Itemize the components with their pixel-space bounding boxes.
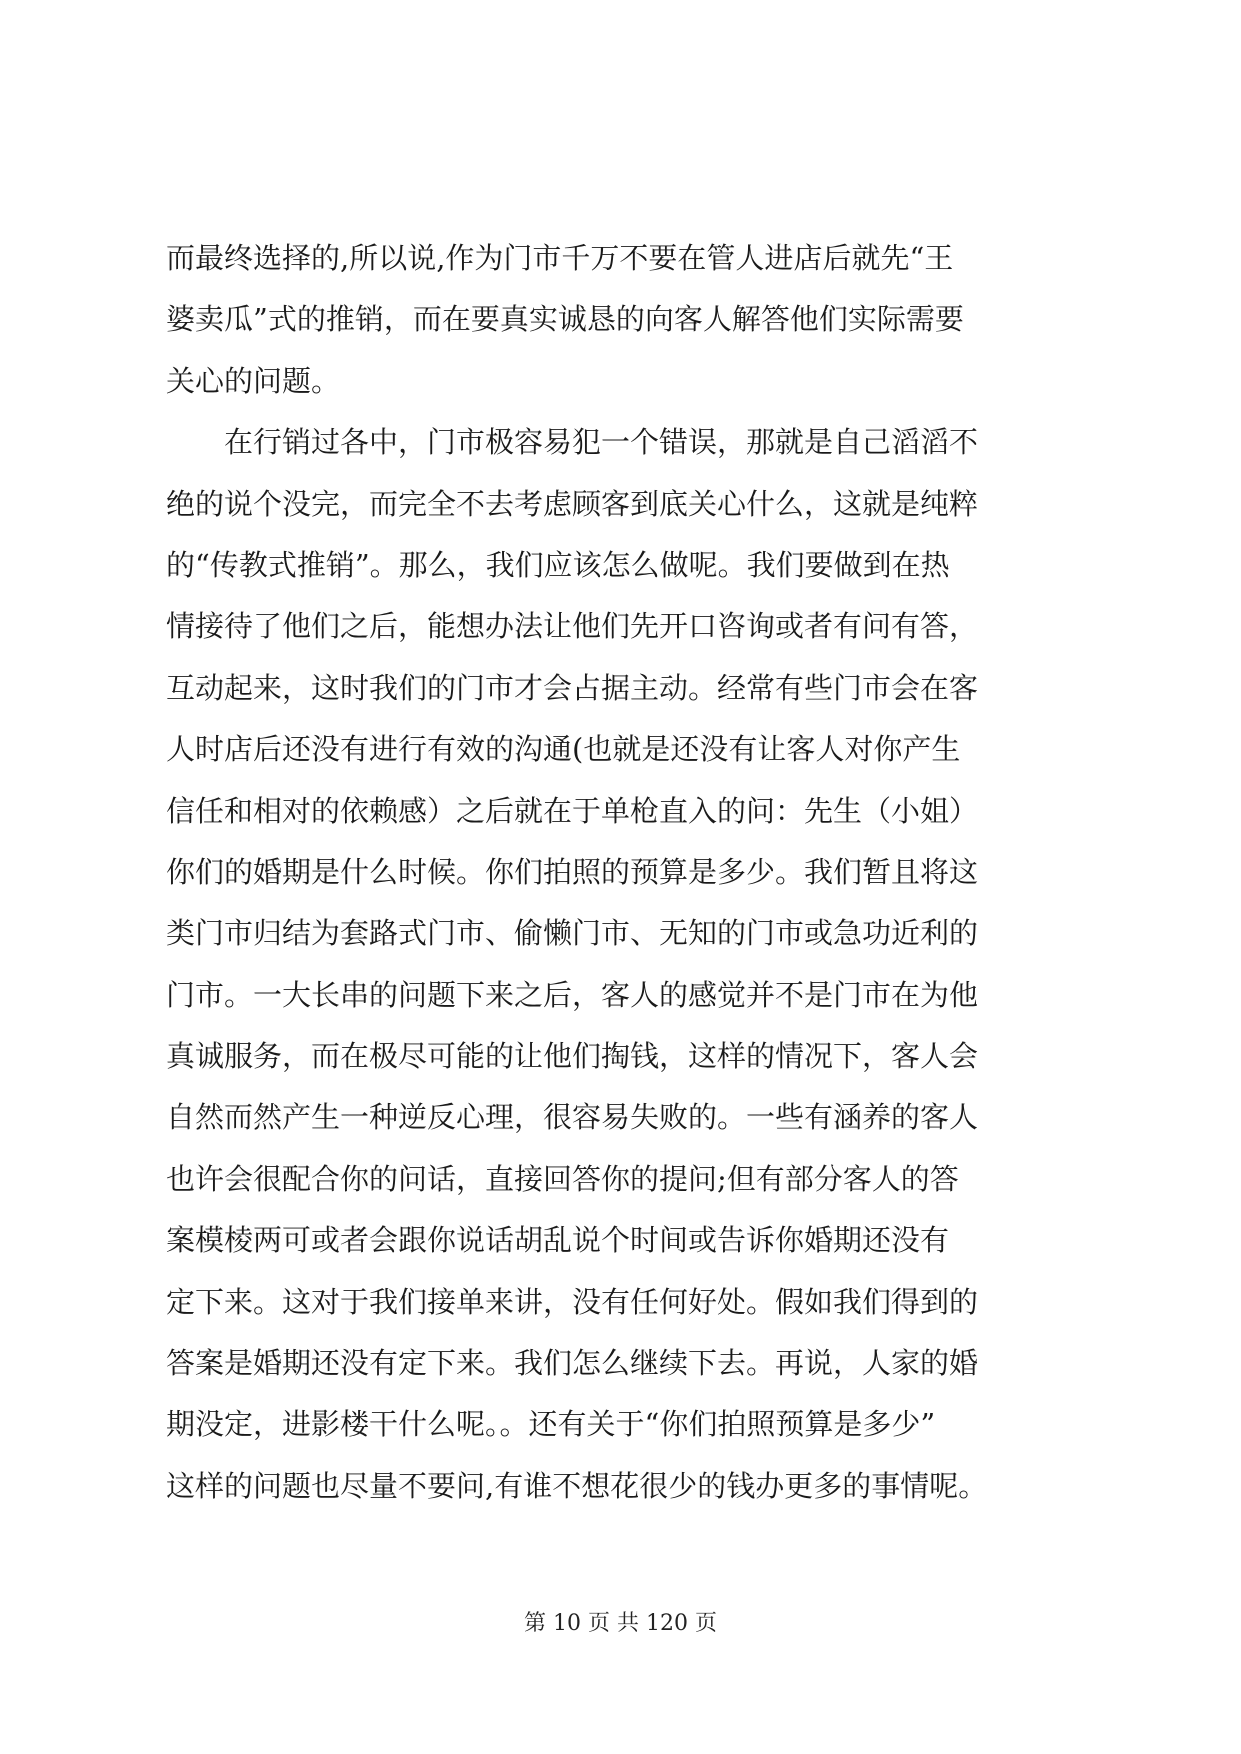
text-line: 绝的说个没完，而完全不去考虑顾客到底关心什么，这就是纯粹	[166, 486, 979, 521]
text-line: 这样的问题也尽量不要问,有谁不想花很少的钱办更多的事情呢。	[166, 1468, 988, 1503]
body-text	[166, 228, 1086, 1517]
page-number-footer: 第 10 页 共 120 页	[524, 1611, 717, 1636]
text-line: 也许会很配合你的问话，直接回答你的提问;但有部分客人的答	[166, 1161, 959, 1196]
text-line: 信任和相对的依赖感）之后就在于单枪直入的问：先生（小姐）	[166, 793, 979, 828]
text-line: 关心的问题。	[166, 363, 341, 398]
text-line: 的“传教式推销”。那么，我们应该怎么做呢。我们要做到在热	[166, 547, 950, 582]
text-line: 而最终选择的,所以说,作为门市千万不要在管人进店后就先“王	[166, 241, 954, 275]
text-line: 婆卖瓜”式的推销，而在要真实诚恳的向客人解答他们实际需要	[166, 302, 964, 337]
text-line: 期没定，进影楼干什么呢。。还有关于“你们拍照预算是多少”	[166, 1407, 936, 1442]
text-line: 门市。一大长串的问题下来之后，客人的感觉并不是门市在为他	[166, 977, 979, 1012]
text-line: 案模棱两可或者会跟你说话胡乱说个时间或告诉你婚期还没有	[166, 1223, 950, 1258]
text-line: 你们的婚期是什么时候。你们拍照的预算是多少。我们暂且将这	[166, 854, 979, 889]
text-line: 定下来。这对于我们接单来讲，没有任何好处。假如我们得到的	[166, 1284, 979, 1319]
text-line: 在行销过各中，门市极容易犯一个错误，那就是自己滔滔不	[166, 425, 979, 460]
text-line: 答案是婚期还没有定下来。我们怎么继续下去。再说，人家的婚	[166, 1346, 979, 1381]
text-line: 真诚服务，而在极尽可能的让他们掏钱，这样的情况下，客人会	[166, 1039, 979, 1074]
text-line: 情接待了他们之后，能想办法让他们先开口咨询或者有问有答，	[166, 609, 979, 644]
text-line: 自然而然产生一种逆反心理，很容易失败的。一些有涵养的客人	[166, 1100, 979, 1135]
text-line: 互动起来，这时我们的门市才会占据主动。经常有些门市会在客	[166, 670, 979, 705]
text-line: 类门市归结为套路式门市、偷懒门市、无知的门市或急功近利的	[166, 916, 979, 951]
text-line: 人时店后还没有进行有效的沟通(也就是还没有让客人对你产生	[166, 732, 961, 767]
